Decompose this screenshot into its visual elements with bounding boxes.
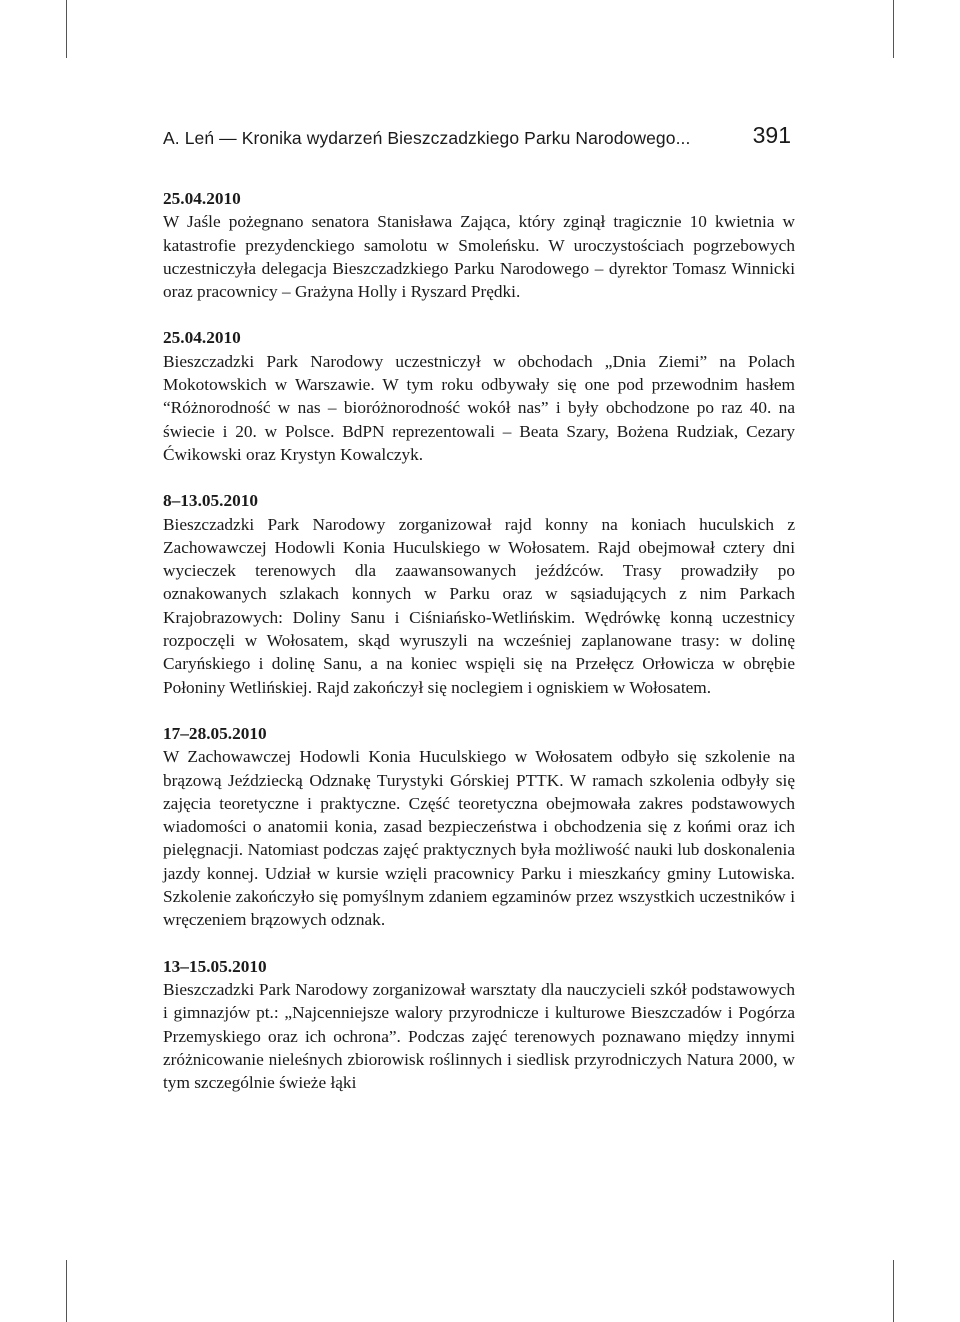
crop-mark-bottom-right bbox=[893, 1260, 894, 1322]
chronicle-entry bbox=[163, 326, 795, 466]
entry-text: Bieszczadzki Park Narodowy zorganizował rajd konny na koniach huculskich z Zachowawczej Hodowli Konia Huculskiego w Wołosatem. Rajd obejmował cztery dni wycieczek terenowych dla zaawansowanych jeźdźców. Trasy prowadziły po oznakowanych szlakach konnych w Parku oraz w sąsiadujących z nim Parkach Krajobrazowych: Doliny Sanu i Ciśniańsko-Wetlińskim. Wędrówkę konną uczestnicy rozpoczęli w Wołosatem, skąd wyruszyli na wcześniej zaplanowane trasy: w dolinę Caryńskiego i dolinę Sanu, a na koniec wspięli się na Przełęcz Orłowicza w obrębie Połoniny Wetlińskiej. Rajd zakończył się noclegiem i ogniskiem w Wołosatem. bbox=[163, 514, 795, 697]
running-header bbox=[163, 122, 795, 158]
entry-text: W Jaśle pożegnano senatora Stanisława Zająca, który zginął tragicznie 10 kwietnia w katastrofie prezydenckiego samolotu w Smoleńsku. W uroczystościach pogrzebowych uczestniczyła delegacja Bieszczadzkiego Parku Narodowego – dyrektor Tomasz Winnicki oraz pracownicy – Grażyna Holly i Ryszard Prędki. bbox=[163, 212, 795, 302]
entry-text: Bieszczadzki Park Narodowy zorganizował warsztaty dla nauczycieli szkół podstawowych i gimnazjów pt.: „Najcenniejsze walory przyrodnicze i kulturowe Bieszczadów i Pogórza Przemyskiego oraz ich ochrona”. Podczas zajęć terenowych poznawano między innymi zróżnicowanie nieleśnych zbiorowisk roślinnych i siedlisk przyrodniczych Natura 2000, w tym szczególnie świeże łąki bbox=[163, 979, 795, 1093]
chronicle-entry bbox=[163, 955, 795, 1095]
crop-mark-bottom-left bbox=[66, 1260, 67, 1322]
chronicle-entry bbox=[163, 722, 795, 932]
chronicle-entry bbox=[163, 187, 795, 303]
entry-text: W Zachowawczej Hodowli Konia Huculskiego w Wołosatem odbyło się szkolenie na brązową Jeździecką Odznakę Turystyki Górskiej PTTK. W ramach szkolenia odbyły się zajęcia teoretyczne i praktyczne. Część teoretyczna obejmowała zakres podstawowych wiadomości o anatomii konia, zasad bezpieczeństwa i obchodzenia się z końmi oraz ich pielęgnacji. Natomiast podczas zajęć praktycznych była możliwość nauki lub doskonalenia jazdy konnej. Udział w kursie wzięli pracownicy Parku i mieszkańcy gminy Lutowiska. Szkolenie zakończyło się pomyślnym zdaniem egzaminów przez wszystkich uczestników i wręczeniem brązowych odznak. bbox=[163, 747, 795, 930]
entry-date: 25.04.2010 bbox=[163, 189, 241, 208]
page-body bbox=[163, 187, 795, 1117]
entry-date: 25.04.2010 bbox=[163, 328, 241, 348]
entry-text: Bieszczadzki Park Narodowy uczestniczył w obchodach „Dnia Ziemi” na Polach Mokotowskich w Warszawie. W tym roku odbywały się one pod przewodnim hasłem “Różnorodność w nas – bioróżnorodność wokół nas” i były obchodzone po raz 40. na świecie i 20. w Polsce. BdPN reprezentowali – Beata Szary, Bożena Rudziak, Cezary Ćwikowski oraz Krystyn Kowalczyk. bbox=[163, 351, 795, 464]
crop-mark-top-right bbox=[893, 0, 894, 58]
entry-date: 13–15.05.2010 bbox=[163, 956, 267, 976]
chronicle-entry bbox=[163, 489, 795, 699]
page-number: 391 bbox=[752, 122, 791, 148]
entry-date: 17–28.05.2010 bbox=[163, 723, 267, 743]
crop-mark-top-left bbox=[66, 0, 67, 58]
running-title: A. Leń — Kronika wydarzeń Bieszczadzkiego Parku Narodowego... bbox=[163, 128, 691, 148]
entry-date: 8–13.05.2010 bbox=[163, 491, 259, 511]
